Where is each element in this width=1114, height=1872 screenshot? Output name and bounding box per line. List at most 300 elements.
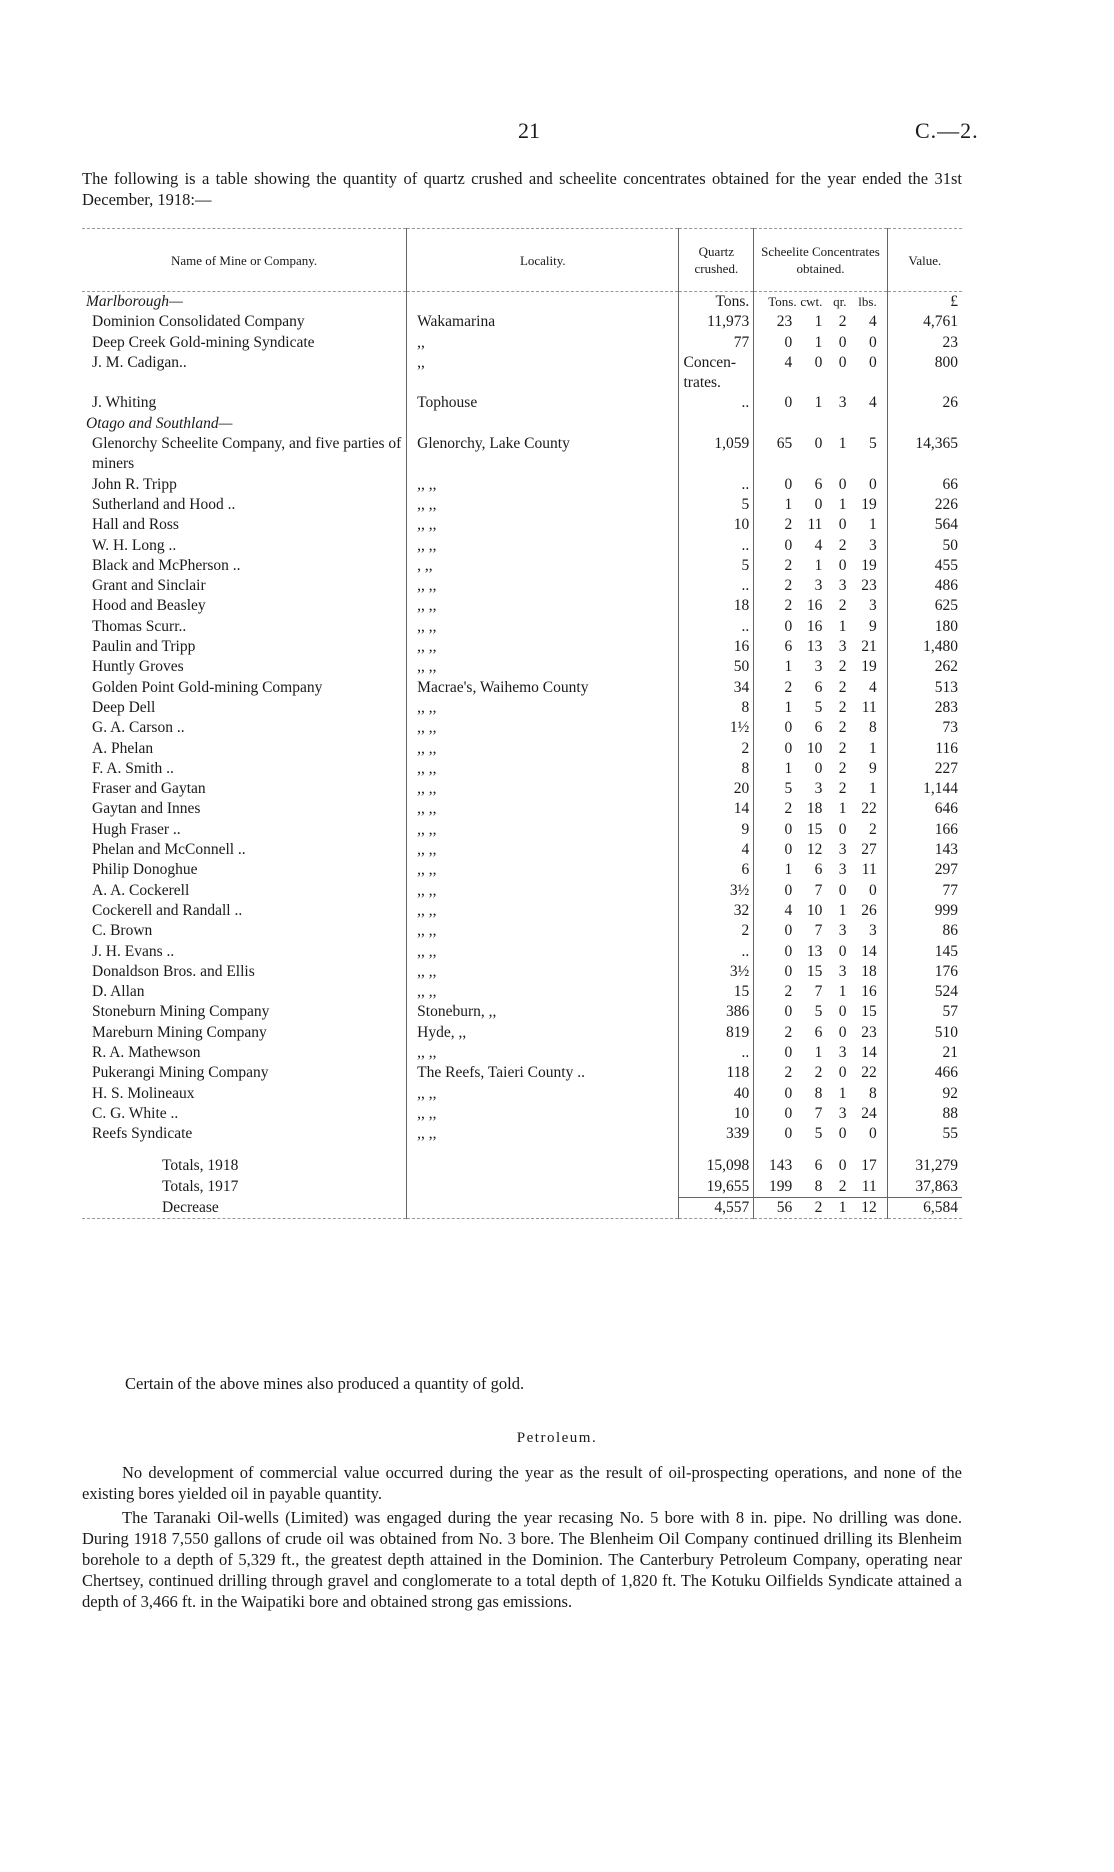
scheelite-part: 1 (838, 800, 847, 818)
value: 1,144 (887, 779, 962, 799)
scheelite-part: 17 (861, 1157, 877, 1175)
mine-name: F. A. Smith .. (92, 759, 174, 777)
locality: ,, ,, (407, 860, 679, 880)
scheelite-part: 0 (784, 1003, 793, 1021)
mine-name: Phelan and McConnell .. (92, 841, 246, 859)
scheelite-obtained (754, 536, 887, 556)
unit-value: £ (887, 292, 962, 313)
table-row (82, 901, 962, 921)
scheelite-part: 8 (868, 1084, 877, 1102)
mine-name: W. H. Long .. (92, 536, 177, 554)
scheelite-part: 7 (814, 922, 823, 940)
locality: ,, ,, (407, 982, 679, 1002)
scheelite-part: 1 (784, 658, 793, 676)
decrease-scheelite (754, 1198, 887, 1219)
scheelite-part: 3 (838, 394, 847, 412)
scheelite-obtained (754, 1124, 887, 1144)
scheelite-part: 11 (807, 516, 823, 534)
scheelite-obtained (754, 556, 887, 576)
locality: ,, ,, (407, 515, 679, 535)
scheelite-part: 7 (814, 983, 823, 1001)
mine-name: Gaytan and Innes (92, 800, 201, 818)
scheelite-part: 13 (806, 638, 823, 656)
scheelite-obtained (754, 1043, 887, 1063)
locality: ,, (407, 333, 679, 353)
locality: ,, ,, (407, 1084, 679, 1104)
locality: Glenorchy, Lake County (407, 434, 679, 475)
scheelite-part: 0 (784, 962, 793, 980)
scheelite-part: 2 (838, 1177, 847, 1195)
totals-value: 37,863 (887, 1177, 962, 1198)
totals-scheelite (754, 1156, 887, 1176)
quartz-crushed: 819 (679, 1023, 754, 1043)
table-row (82, 312, 962, 332)
quartz-crushed: 8 (679, 698, 754, 718)
table-row (82, 596, 962, 616)
scheelite-part: 4 (868, 678, 877, 696)
spacer-row (82, 1144, 962, 1156)
scheelite-part: 5 (814, 1003, 823, 1021)
scheelite-part: 2 (784, 983, 793, 1001)
value: 297 (887, 860, 962, 880)
scheelite-part: 22 (861, 800, 877, 818)
locality: Wakamarina (407, 312, 679, 332)
table-row (82, 617, 962, 637)
locality: ,, ,, (407, 962, 679, 982)
scheelite-part: 2 (784, 800, 793, 818)
value: 625 (887, 596, 962, 616)
scheelite-part: 2 (784, 678, 793, 696)
locality: Macrae's, Waihemo County (407, 678, 679, 698)
empty-cell (407, 292, 679, 313)
table-row (82, 576, 962, 596)
locality: ,, ,, (407, 718, 679, 738)
mine-name: Donaldson Bros. and Ellis (92, 962, 255, 980)
scheelite-obtained (754, 881, 887, 901)
scheelite-part: 6 (814, 1157, 823, 1175)
totals-value: 31,279 (887, 1156, 962, 1176)
scheelite-part: 0 (784, 1084, 793, 1102)
quartz-crushed: 10 (679, 515, 754, 535)
scheelite-part: 22 (861, 1064, 877, 1082)
locality: ,, ,, (407, 840, 679, 860)
value: 166 (887, 820, 962, 840)
petroleum-heading: Petroleum. (516, 1430, 598, 1446)
scheelite-part: 3 (868, 597, 877, 615)
scheelite-part: 11 (861, 861, 877, 879)
locality: ,, ,, (407, 942, 679, 962)
locality: ,, ,, (407, 698, 679, 718)
locality: ,, ,, (407, 596, 679, 616)
scheelite-part: 6 (814, 1023, 823, 1041)
locality: The Reefs, Taieri County .. (407, 1063, 679, 1083)
scheelite-part: 27 (861, 841, 877, 859)
value: 1,480 (887, 637, 962, 657)
scheelite-obtained (754, 333, 887, 353)
scheelite-obtained (754, 759, 887, 779)
mine-name: C. Brown (92, 922, 153, 940)
scheelite-part: 1 (838, 617, 847, 635)
scheelite-part: 1 (838, 495, 847, 513)
scheelite-part: 0 (838, 1125, 847, 1143)
scheelite-part: 19 (861, 556, 877, 574)
scheelite-part: 6 (814, 719, 823, 737)
scheelite-part: 1 (838, 1199, 847, 1217)
scheelite-obtained (754, 495, 887, 515)
column-header-name: Name of Mine or Company. (82, 229, 407, 292)
decrease-row (82, 1198, 962, 1219)
value: 510 (887, 1023, 962, 1043)
unit-part: Tons. (768, 294, 797, 309)
scheelite-part: 0 (784, 881, 793, 899)
scheelite-part: 2 (838, 597, 847, 615)
scheelite-part: 0 (784, 536, 793, 554)
scheelite-obtained (754, 353, 887, 394)
scheelite-part: 0 (838, 1003, 847, 1021)
scheelite-part: 1 (838, 435, 847, 453)
scheelite-part: 2 (838, 780, 847, 798)
value: 66 (887, 475, 962, 495)
table-end-rule (82, 1219, 962, 1222)
quartz-crushed: 34 (679, 678, 754, 698)
scheelite-obtained (754, 596, 887, 616)
scheelite-part: 3 (838, 861, 847, 879)
empty-cell (679, 1144, 754, 1156)
region-row (82, 414, 962, 434)
locality: ,, ,, (407, 576, 679, 596)
table-row (82, 1124, 962, 1144)
scheelite-part: 3 (814, 780, 823, 798)
scheelite-part: 0 (784, 942, 793, 960)
mine-name: Thomas Scurr.. (92, 617, 187, 635)
scheelite-part: 26 (861, 901, 877, 919)
value: 14,365 (887, 434, 962, 475)
value: 227 (887, 759, 962, 779)
scheelite-obtained (754, 393, 887, 413)
empty-cell (754, 1144, 887, 1156)
scheelite-part: 0 (838, 475, 847, 493)
quartz-crushed: 3½ (679, 881, 754, 901)
scheelite-part: 0 (784, 820, 793, 838)
mine-name: Deep Dell (92, 698, 156, 716)
mine-name: Golden Point Gold-mining Company (92, 678, 323, 696)
quartz-crushed: 20 (679, 779, 754, 799)
scheelite-part: 2 (784, 1023, 793, 1041)
scheelite-part: 1 (814, 394, 823, 412)
quartz-crushed: 15 (679, 982, 754, 1002)
quartz-crushed: 18 (679, 596, 754, 616)
scheelite-obtained (754, 312, 887, 332)
scheelite-table (82, 228, 962, 1221)
quartz-crushed: 5 (679, 556, 754, 576)
scheelite-part: 1 (838, 1084, 847, 1102)
mine-name: A. A. Cockerell (92, 881, 190, 899)
column-header-locality: Locality. (407, 229, 679, 292)
scheelite-part: 18 (861, 962, 877, 980)
locality: Stoneburn, ,, (407, 1002, 679, 1022)
scheelite-part: 8 (814, 1084, 823, 1102)
scheelite-part: 2 (838, 678, 847, 696)
quartz-crushed: .. (679, 393, 754, 413)
table-row (82, 739, 962, 759)
scheelite-part: 0 (838, 942, 847, 960)
empty-cell (887, 414, 962, 434)
table-row (82, 475, 962, 495)
scheelite-part: 12 (861, 1199, 877, 1217)
value: 116 (887, 739, 962, 759)
scheelite-part: 0 (838, 1064, 847, 1082)
scheelite-part: 2 (784, 516, 793, 534)
locality: ,, ,, (407, 820, 679, 840)
value: 143 (887, 840, 962, 860)
locality: ,, ,, (407, 637, 679, 657)
quartz-crushed: 77 (679, 333, 754, 353)
scheelite-part: 3 (838, 1104, 847, 1122)
scheelite-part: 6 (784, 638, 793, 656)
scheelite-part: 2 (838, 719, 847, 737)
scheelite-part: 3 (838, 841, 847, 859)
scheelite-part: 4 (868, 394, 877, 412)
value: 262 (887, 657, 962, 677)
mine-name: G. A. Carson .. (92, 719, 185, 737)
unit-quartz: Tons. (679, 292, 754, 313)
scheelite-part: 2 (814, 1199, 823, 1217)
table-row (82, 1023, 962, 1043)
scheelite-part: 4 (784, 901, 793, 919)
scheelite-part: 0 (784, 1043, 793, 1061)
table-row (82, 333, 962, 353)
scheelite-part: 1 (784, 861, 793, 879)
table-row (82, 962, 962, 982)
quartz-crushed: 14 (679, 799, 754, 819)
mine-name: Hugh Fraser .. (92, 820, 181, 838)
value: 564 (887, 515, 962, 535)
value: 26 (887, 393, 962, 413)
quartz-crushed: 386 (679, 1002, 754, 1022)
scheelite-part: 16 (806, 597, 823, 615)
table-row (82, 678, 962, 698)
value: 4,761 (887, 312, 962, 332)
scheelite-part: 15 (861, 1003, 877, 1021)
locality: ,, ,, (407, 495, 679, 515)
quartz-crushed: 50 (679, 657, 754, 677)
scheelite-part: 3 (814, 577, 823, 595)
scheelite-obtained (754, 637, 887, 657)
mine-name: J. M. Cadigan.. (92, 353, 187, 371)
empty-cell (679, 414, 754, 434)
mine-name: J. H. Evans .. (92, 942, 175, 960)
scheelite-part: 16 (806, 617, 823, 635)
scheelite-part: 0 (784, 719, 793, 737)
scheelite-part: 7 (814, 1104, 823, 1122)
table-row (82, 982, 962, 1002)
scheelite-obtained (754, 617, 887, 637)
scheelite-part: 0 (784, 1104, 793, 1122)
intro-text: The following is a table showing the quantity of quartz crushed and scheelite concentrates obtained for the year ended the 31st December, 1918:— (82, 169, 962, 209)
value: 466 (887, 1063, 962, 1083)
table-row (82, 718, 962, 738)
scheelite-part: 2 (838, 536, 847, 554)
scheelite-part: 23 (776, 313, 793, 331)
empty-cell (754, 414, 887, 434)
scheelite-part: 8 (814, 1177, 823, 1195)
scheelite-part: 1 (814, 1043, 823, 1061)
locality: ,, ,, (407, 739, 679, 759)
decrease-label: Decrease (162, 1198, 219, 1216)
scheelite-part: 0 (868, 353, 877, 371)
mine-name: Hood and Beasley (92, 597, 206, 615)
scheelite-part: 19 (861, 658, 877, 676)
scheelite-obtained (754, 901, 887, 921)
totals-row (82, 1156, 962, 1176)
scheelite-part: 0 (838, 881, 847, 899)
value: 524 (887, 982, 962, 1002)
locality: ,, ,, (407, 901, 679, 921)
value: 50 (887, 536, 962, 556)
scheelite-obtained (754, 799, 887, 819)
table-row (82, 921, 962, 941)
scheelite-part: 23 (861, 577, 877, 595)
value: 145 (887, 942, 962, 962)
locality: ,, ,, (407, 759, 679, 779)
scheelite-part: 0 (784, 394, 793, 412)
table-row (82, 1063, 962, 1083)
value: 180 (887, 617, 962, 637)
scheelite-part: 0 (784, 922, 793, 940)
scheelite-part: 0 (784, 1125, 793, 1143)
locality: ,, ,, (407, 657, 679, 677)
scheelite-part: 0 (838, 333, 847, 351)
table-row (82, 353, 962, 394)
scheelite-part: 6 (814, 861, 823, 879)
value: 800 (887, 353, 962, 394)
scheelite-part: 5 (784, 780, 793, 798)
locality: ,, ,, (407, 921, 679, 941)
quartz-crushed: 16 (679, 637, 754, 657)
scheelite-part: 3 (868, 922, 877, 940)
mine-name: Deep Creek Gold-mining Syndicate (92, 333, 315, 351)
decrease-value: 6,584 (887, 1198, 962, 1219)
column-header-quartz: Quartz crushed. (679, 229, 754, 292)
table-row (82, 393, 962, 413)
quartz-crushed: 339 (679, 1124, 754, 1144)
scheelite-obtained (754, 1002, 887, 1022)
scheelite-part: 0 (814, 759, 823, 777)
scheelite-part: 3 (838, 922, 847, 940)
locality: ,, (407, 353, 679, 394)
scheelite-part: 4 (784, 353, 793, 371)
quartz-crushed: 4 (679, 840, 754, 860)
table-row (82, 1002, 962, 1022)
scheelite-obtained (754, 779, 887, 799)
empty-cell (407, 1198, 679, 1219)
scheelite-part: 0 (868, 1125, 877, 1143)
quartz-crushed: Concen-trates. (679, 353, 754, 394)
scheelite-part: 56 (776, 1199, 793, 1217)
table-row (82, 860, 962, 880)
scheelite-part: 199 (768, 1177, 793, 1195)
quartz-crushed: 2 (679, 921, 754, 941)
scheelite-part: 65 (776, 435, 793, 453)
region-name: Otago and Southland— (86, 414, 233, 432)
scheelite-part: 0 (868, 475, 877, 493)
value: 513 (887, 678, 962, 698)
scheelite-obtained (754, 860, 887, 880)
quartz-crushed: 9 (679, 820, 754, 840)
scheelite-obtained (754, 942, 887, 962)
scheelite-part: 14 (861, 942, 877, 960)
value: 86 (887, 921, 962, 941)
table-row (82, 840, 962, 860)
table-row (82, 515, 962, 535)
scheelite-part: 3 (838, 962, 847, 980)
totals-scheelite (754, 1177, 887, 1198)
mine-name: Black and McPherson .. (92, 556, 241, 574)
scheelite-part: 13 (806, 942, 823, 960)
scheelite-part: 0 (868, 333, 877, 351)
scheelite-obtained (754, 698, 887, 718)
scheelite-part: 4 (814, 536, 823, 554)
value: 486 (887, 576, 962, 596)
scheelite-part: 0 (838, 516, 847, 534)
scheelite-obtained (754, 434, 887, 475)
value: 226 (887, 495, 962, 515)
empty-cell (407, 1144, 679, 1156)
table-row (82, 1084, 962, 1104)
scheelite-part: 0 (784, 475, 793, 493)
column-header-value: Value. (887, 229, 962, 292)
scheelite-part: 0 (784, 841, 793, 859)
scheelite-part: 2 (868, 820, 877, 838)
table-row (82, 881, 962, 901)
empty-cell (407, 1177, 679, 1198)
scheelite-part: 0 (838, 353, 847, 371)
mine-name: Mareburn Mining Company (92, 1023, 267, 1041)
scheelite-part: 0 (838, 820, 847, 838)
mine-name: Hall and Ross (92, 516, 179, 534)
scheelite-part: 11 (861, 698, 877, 716)
scheelite-part: 2 (838, 658, 847, 676)
quartz-crushed: 1½ (679, 718, 754, 738)
table-row (82, 637, 962, 657)
scheelite-part: 2 (784, 1064, 793, 1082)
scheelite-part: 1 (814, 313, 823, 331)
scheelite-part: 0 (838, 556, 847, 574)
petroleum-paragraph-1: No development of commercial value occurred during the year as the result of oil-prospecting operations, and none of the existing bores yielded oil in payable quantity. (82, 1463, 962, 1503)
unit-part: cwt. (800, 294, 823, 309)
scheelite-part: 1 (784, 698, 793, 716)
scheelite-part: 2 (784, 556, 793, 574)
value: 21 (887, 1043, 962, 1063)
locality: ,, ,, (407, 799, 679, 819)
mine-name: Paulin and Tripp (92, 638, 196, 656)
scheelite-part: 143 (768, 1157, 793, 1175)
scheelite-part: 24 (861, 1104, 877, 1122)
table-row (82, 759, 962, 779)
scheelite-part: 3 (838, 1043, 847, 1061)
mine-name: Dominion Consolidated Company (92, 313, 305, 331)
document-reference: C.—2. (915, 118, 979, 143)
mine-name: Pukerangi Mining Company (92, 1064, 269, 1082)
scheelite-part: 1 (838, 901, 847, 919)
scheelite-part: 10 (806, 901, 823, 919)
scheelite-part: 2 (838, 698, 847, 716)
scheelite-part: 0 (814, 435, 823, 453)
mine-name: Reefs Syndicate (92, 1125, 193, 1143)
scheelite-obtained (754, 576, 887, 596)
scheelite-part: 0 (838, 1023, 847, 1041)
table-row (82, 942, 962, 962)
